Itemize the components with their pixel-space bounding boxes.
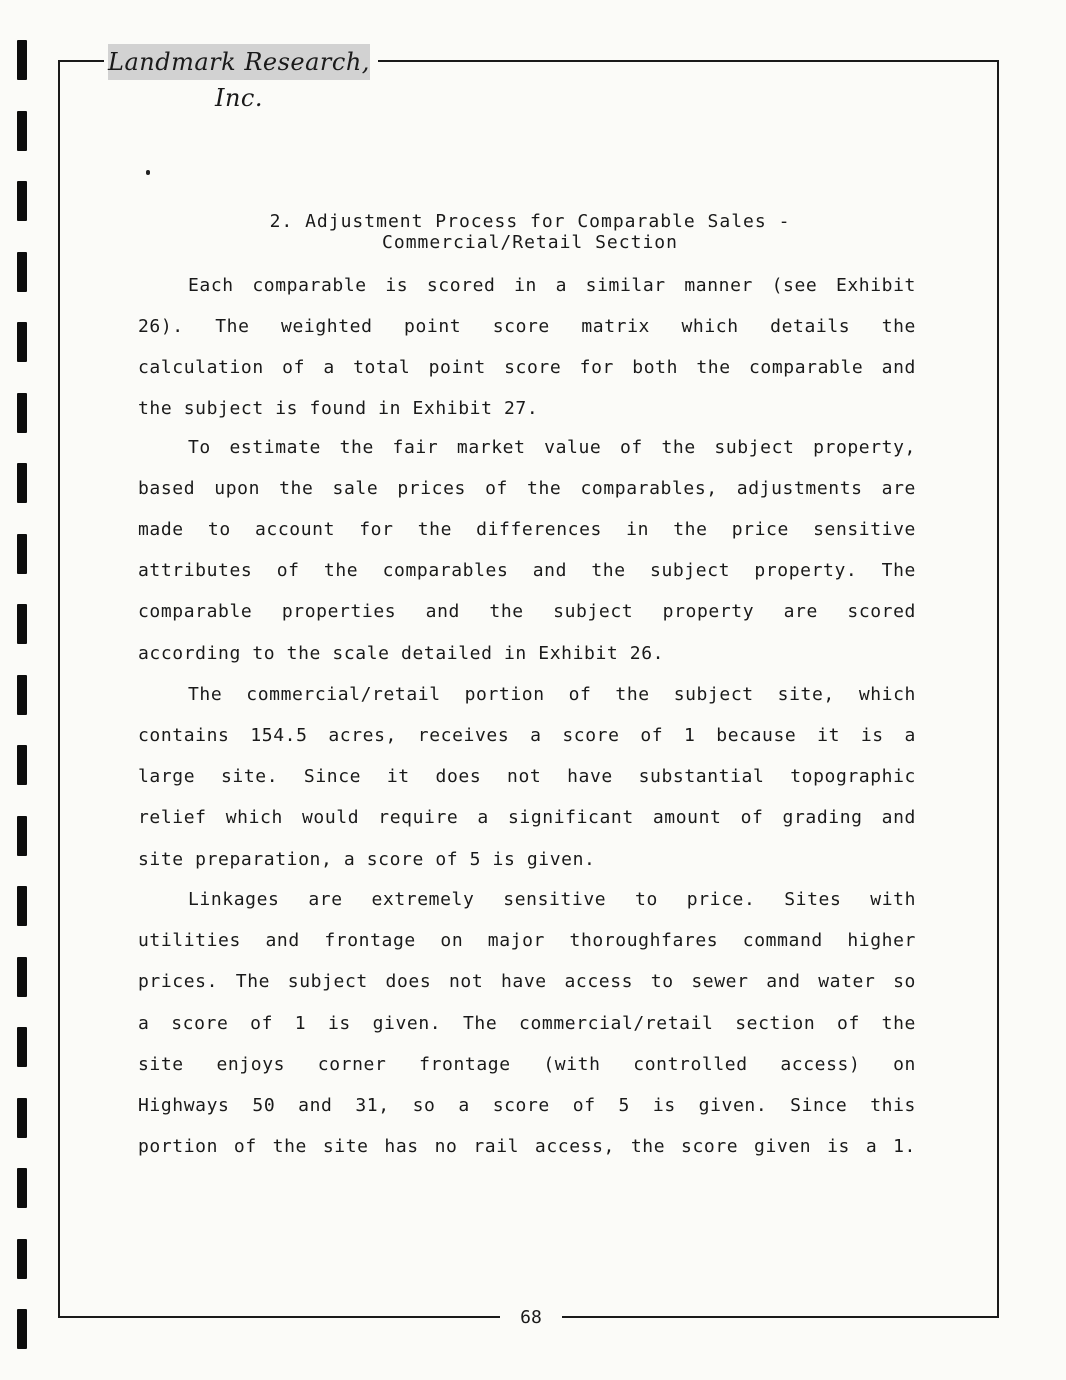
body-line: The commercial/retail portion of the subject site, which bbox=[188, 684, 916, 705]
body-line: based upon the sale prices of the comparables, adjustments are bbox=[138, 478, 916, 499]
binder-hole bbox=[17, 604, 27, 644]
body-line: site preparation, a score of 5 is given. bbox=[138, 849, 596, 870]
body-line: according to the scale detailed in Exhibit 26. bbox=[138, 643, 665, 664]
body-line: a score of 1 is given. The commercial/retail section of the bbox=[138, 1013, 916, 1034]
body-line: contains 154.5 acres, receives a score of 1 because it is a bbox=[138, 725, 916, 746]
binder-hole bbox=[17, 393, 27, 433]
body-line: Linkages are extremely sensitive to price. Sites with bbox=[188, 889, 916, 910]
binder-hole bbox=[17, 886, 27, 926]
stray-mark bbox=[146, 170, 150, 175]
binder-hole bbox=[17, 1098, 27, 1138]
body-line: attributes of the comparables and the subject property. The bbox=[138, 560, 916, 581]
body-line: prices. The subject does not have access to sewer and water so bbox=[138, 971, 916, 992]
binder-hole bbox=[17, 534, 27, 574]
body-line: relief which would require a significant amount of grading and bbox=[138, 807, 916, 828]
company-logo: Landmark Research, Inc. bbox=[108, 44, 370, 80]
binder-hole bbox=[17, 675, 27, 715]
binder-hole bbox=[17, 40, 27, 80]
body-line: portion of the site has no rail access, the score given is a 1. bbox=[138, 1136, 916, 1157]
body-line: calculation of a total point score for both the comparable and bbox=[138, 357, 916, 378]
body-line: large site. Since it does not have substantial topographic bbox=[138, 766, 916, 787]
binder-hole bbox=[17, 252, 27, 292]
body-line: Each comparable is scored in a similar manner (see Exhibit bbox=[188, 275, 916, 296]
binder-hole bbox=[17, 322, 27, 362]
binder-hole bbox=[17, 1027, 27, 1067]
binder-hole bbox=[17, 816, 27, 856]
binder-hole bbox=[17, 1309, 27, 1349]
body-line: Highways 50 and 31, so a score of 5 is given. Since this bbox=[138, 1095, 916, 1116]
page-number: 68 bbox=[520, 1307, 542, 1328]
binder-hole bbox=[17, 181, 27, 221]
body-line: comparable properties and the subject property are scored bbox=[138, 601, 916, 622]
body-line: utilities and frontage on major thoroughfares command higher bbox=[138, 930, 916, 951]
binder-hole bbox=[17, 957, 27, 997]
body-line: site enjoys corner frontage (with controlled access) on bbox=[138, 1054, 916, 1075]
body-line: made to account for the differences in the price sensitive bbox=[138, 519, 916, 540]
section-heading-line2: Commercial/Retail Section bbox=[382, 232, 678, 253]
section-heading-line1: 2. Adjustment Process for Comparable Sales - bbox=[269, 211, 791, 232]
binder-hole bbox=[17, 745, 27, 785]
body-line: To estimate the fair market value of the subject property, bbox=[188, 437, 916, 458]
binder-hole bbox=[17, 111, 27, 151]
binder-hole bbox=[17, 1168, 27, 1208]
binder-hole bbox=[17, 1239, 27, 1279]
body-line: the subject is found in Exhibit 27. bbox=[138, 398, 539, 419]
body-line: 26). The weighted point score matrix which details the bbox=[138, 316, 916, 337]
binder-hole bbox=[17, 463, 27, 503]
